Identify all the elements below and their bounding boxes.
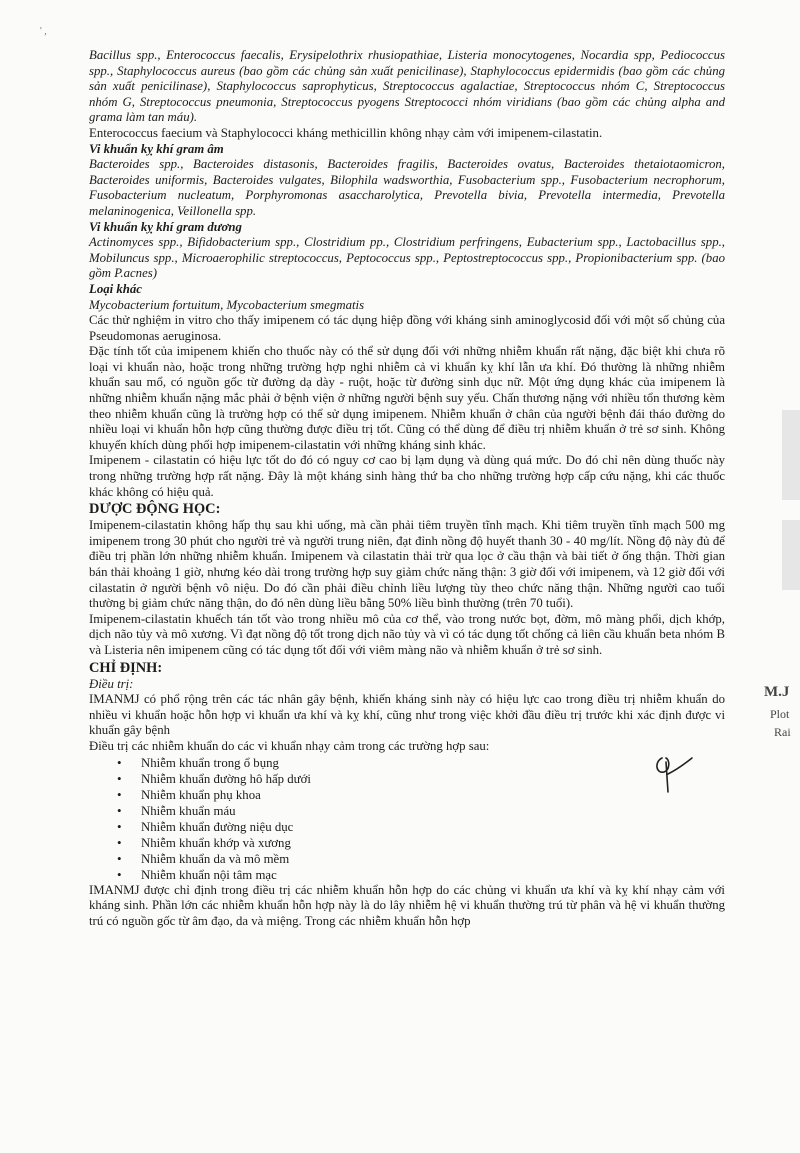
margin-text-line-2: Plot [770, 707, 790, 721]
synergy-paragraph: Các thử nghiệm in vitro cho thấy imipenem có tác dụng hiệp đồng với kháng sinh aminoglycosid đối với một số chủng của Pseudomonas aeruginosa. [89, 313, 725, 343]
indications-list [89, 755, 725, 883]
scan-edge-shadow [782, 410, 800, 500]
document-page [89, 48, 725, 929]
handwritten-signature-icon [648, 748, 708, 798]
usage-paragraph: Đặc tính tốt của imipenem khiến cho thuốc này có thể sử dụng đối với những nhiễm khuẩn rất nặng, đặc biệt khi chưa rõ loại vi khuẩn nào, hoặc trong những trường hợp nghi nhiễm cả vi khuẩn kỵ khí lẫn ưa khí. Đó thường là những nhiễm khuẩn sau mổ, có nguồn gốc từ đường dạ dày - ruột, hoặc từ đường sinh dục nữ. Một ứng dụng khác của imipenem là những nhiễm khuẩn nặng mắc phải ở bệnh viện ở những người bệnh suy yếu. Chấn thương nặng với nhiều tổn thương kèm theo nhiễm khuẩn cũng là trường hợp có thể sử dụng imipenem. Nhiễm khuẩn ở chân của người bệnh đái tháo đường do nhiều loại vi khuẩn hỗn hợp cũng thường được điều trị tốt. Cũng có thể dùng để điều trị nhiễm khuẩn ở trẻ sơ sinh. Không khuyến khích dùng phối hợp imipenem-cilastatin với những kháng sinh khác. [89, 344, 725, 452]
anaerobes-gram-negative-list: Bacteroides spp., Bacteroides distasonis, Bacteroides fragilis, Bacteroides ovatus, Bacteroides thetaiotaomicron, Bacteroides uniformis, Bacteroides vulgates, Bilophila wadsworthia, Fusobacterium spp., Fusobacterium necrophorum, Fusobacterium nucleatum, Porphyromonas asaccharolytica, Prevotella bivia, Prevotella intermedia, Prevotella melaninogenica, Veillonella spp. [89, 157, 725, 218]
list-item: • Nhiễm khuẩn đường niệu dục [141, 819, 725, 835]
subheading-anaerobes-gram-negative: Vi khuẩn kỵ khí gram âm [89, 141, 224, 156]
pharmacokinetics-paragraph: Imipenem-cilastatin không hấp thụ sau khi uống, mà cần phải tiêm truyền tĩnh mạch. Khi tiêm truyền tĩnh mạch 500 mg imipenem trong 30 phút cho người trẻ và người trung niên, đạt đỉnh nồng độ huyết thanh 30 - 40 mg/lít. Nồng độ này đủ để điều trị phần lớn những nhiễm khuẩn. Imipenem và cilastatin thải trừ qua lọc ở cầu thận và bài tiết ở ống thận. Thời gian bán thải khoảng 1 giờ, nhưng kéo dài trong trường hợp suy giảm chức năng thận: 3 giờ đối với imipenem, và 12 giờ đối với cilastatin ở người bệnh vô niệu. Do đó cần phải điều chỉnh liều lượng tùy theo chức năng thận. Những người cao tuổi thường bị giảm chức năng thận, do đó nên dùng liều bằng 50% liều bình thường (trên 70 tuổi). [89, 518, 725, 611]
scan-specks: ' , [40, 26, 47, 37]
subheading-other: Loại khác [89, 281, 142, 296]
section-heading-indications: CHỈ ĐỊNH: [89, 659, 163, 676]
overuse-paragraph: Imipenem - cilastatin có hiệu lực tốt do đó có nguy cơ cao bị lạm dụng và dùng quá mức. Do đó chỉ nên dùng thuốc này trong những trường hợp rất nặng. Đây là một kháng sinh hàng thứ ba cho những trường hợp cấp cứu nặng, khi các thuốc khác không có hiệu quả. [89, 453, 725, 499]
margin-text-line-1: M.J [764, 684, 790, 700]
anaerobes-gram-positive-list: Actinomyces spp., Bifidobacterium spp., Clostridium pp., Clostridium perfringens, Eubacterium spp., Lactobacillus spp., Mobiluncus spp., Microaerophilic streptococcus, Peptococcus spp., Peptostreptococcus spp., Propionibacterium spp. (bao gồm P.acnes) [89, 235, 725, 281]
resistance-note: Enterococcus faecium và Staphylococci kháng methicillin không nhạy cảm với imipenem-cilastatin. [89, 125, 603, 140]
margin-text-line-3: Rai [774, 725, 791, 739]
list-item: • Nhiễm khuẩn máu [141, 803, 725, 819]
list-item: • Nhiễm khuẩn phụ khoa [141, 787, 725, 803]
list-item: • Nhiễm khuẩn nội tâm mạc [141, 867, 725, 883]
distribution-paragraph: Imipenem-cilastatin khuếch tán tốt vào trong nhiều mô của cơ thể, vào trong nước bọt, đờm, mô màng phổi, dịch khớp, dịch não tủy và mô xương. Vì đạt nồng độ tốt trong dịch não tủy và vì có tác dụng tốt chống cả liên cầu khuẩn beta nhóm B và Listeria nên imipenem cũng có tác dụng tốt đối với viêm màng não và nhiễm khuẩn ở trẻ sơ sinh. [89, 611, 725, 657]
spectrum-paragraph: IMANMJ có phổ rộng trên các tác nhân gây bệnh, khiến kháng sinh này có hiệu lực cao trong điều trị nhiễm khuẩn do nhiều vi khuẩn hoặc hỗn hợp vi khuẩn ưa khí và kỵ khí, cũng như trong việc khởi đầu điều trị trước khi xác định được vi khuẩn gây bệnh [89, 692, 725, 738]
subheading-anaerobes-gram-positive: Vi khuẩn kỵ khí gram dương [89, 219, 242, 234]
treatment-subheading: Điều trị: [89, 676, 134, 691]
list-item: • Nhiễm khuẩn da và mô mềm [141, 851, 725, 867]
list-item: • Nhiễm khuẩn đường hô hấp dưới [141, 771, 725, 787]
list-item: • Nhiễm khuẩn trong ổ bụng [141, 755, 725, 771]
other-organisms-list: Mycobacterium fortuitum, Mycobacterium smegmatis [89, 297, 365, 312]
list-item: • Nhiễm khuẩn khớp và xương [141, 835, 725, 851]
indications-intro: Điều trị các nhiễm khuẩn do các vi khuẩn nhạy cảm trong các trường hợp sau: [89, 738, 490, 753]
mixed-infections-paragraph: IMANMJ được chỉ định trong điều trị các nhiễm khuẩn hỗn hợp do các chủng vi khuẩn ưa khí và kỵ khí nhạy cảm với kháng sinh. Phần lớn các nhiễm khuẩn hỗn hợp này là do lây nhiễm hệ vi khuẩn thường trú từ phân và hệ vi khuẩn thường trú có nguồn gốc từ âm đạo, da và miệng. Trong các nhiễm khuẩn hỗn hợp [89, 882, 725, 928]
gram-positive-aerobes-list: Bacillus spp., Enterococcus faecalis, Erysipelothrix rhusiopathiae, Listeria monocytogenes, Nocardia spp, Pediococcus spp., Staphylococcus aureus (bao gồm các chủng sản xuất penicilinase), Staphylococcus epidermidis (bao gồm các chủng sản xuất penicilinase), Staphylococcus saprophyticus, Streptococcus agalactiae, Streptococcus nhóm C, Streptococcus nhóm G, Streptococcus pneumonia, Streptococcus pyogens Streptococci nhóm viridians (bao gồm các chủng alpha and grama làm tan máu). [89, 48, 725, 125]
section-heading-pharmacokinetics: DƯỢC ĐỘNG HỌC: [89, 501, 221, 518]
scan-edge-shadow [782, 520, 800, 590]
